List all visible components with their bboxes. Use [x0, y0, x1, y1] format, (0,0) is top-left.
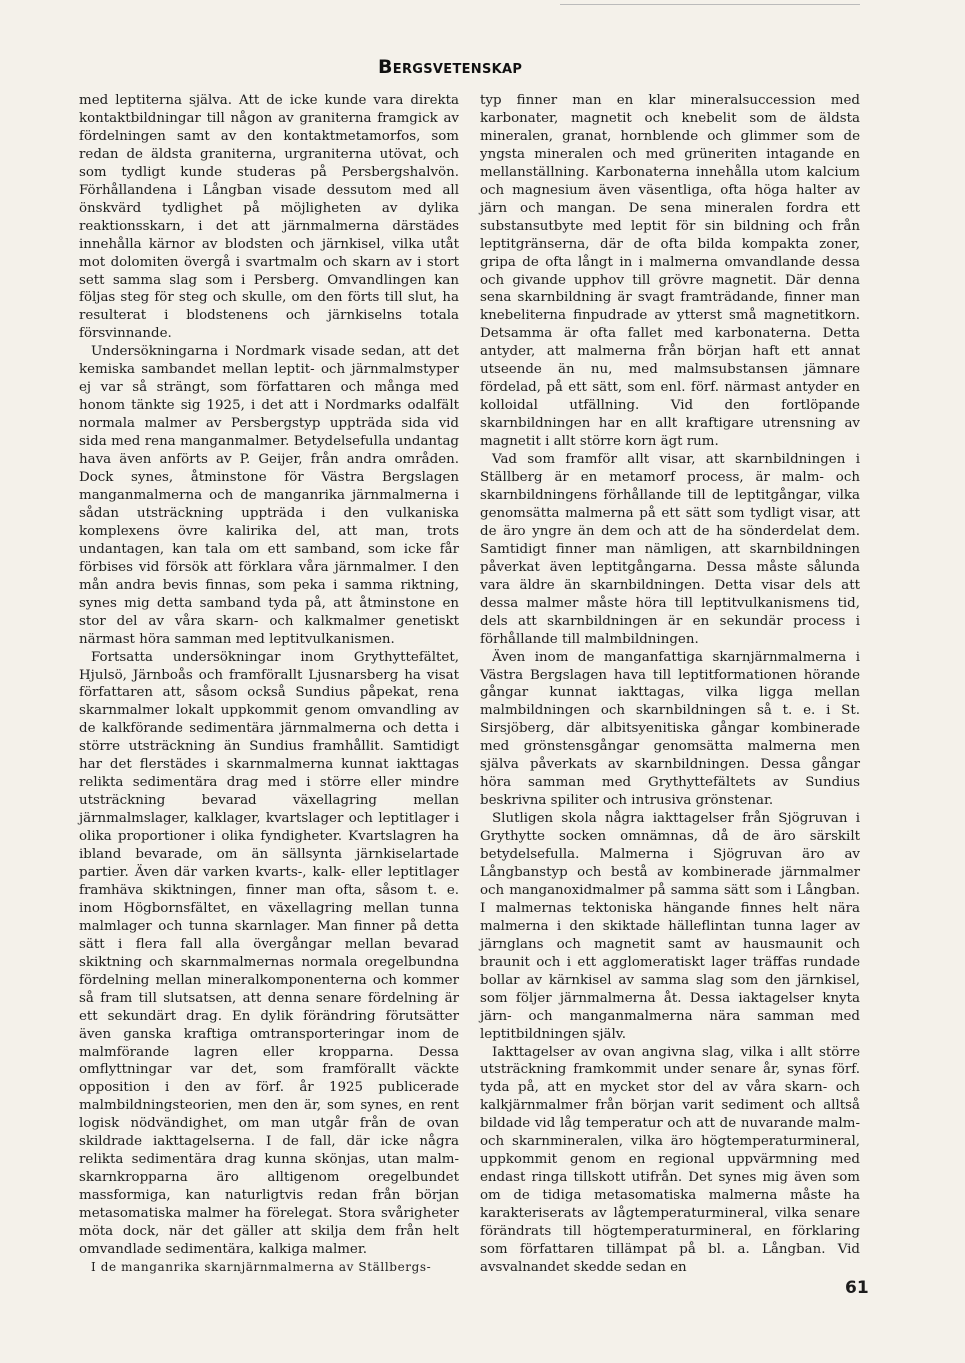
paragraph: Vad som framför allt visar, att skarnbildningen i Ställberg är en metamorf process, är malm- och skarnbildningens förhållande till de leptitgångar, vilka genomsätta malmerna på ett sätt som tydligt visar, att de äro yngre än dem och att de ha sönderdelat dem. Samtidigt finner man nämligen, att skarnbildningen påverkat även leptitgångarna. Dessa måste sålunda vara äldre än skarnbildningen. Detta visar dels att dessa malmer måste höra till leptitvulkanismens tid, dels att skarnbildningen är en sekundär process i förhållande till malmbildningen. — [480, 452, 860, 647]
paragraph: Även inom de manganfattiga skarnjärnmalmerna i Västra Bergslagen hava till leptitformationen hörande gångar kunnat iakttagas, vilka ligga mellan malmbildningen och skarnbildningen så t. e. i St. Sirsjöberg, där albitsyenitiska gångar kombinerade med grönstensgångar genomsätta malmerna men själva påverkats av skarnbildningen. Dessa gångar höra samman med Grythyttefältets av Sundius beskrivna spiliter och intrusiva grönstenar. — [480, 649, 860, 809]
right-column — [480, 92, 860, 1277]
paragraph: Undersökningarna i Nordmark visade sedan, att det kemiska sambandet mellan leptit- och järnmalmstyper ej var så strängt, som författaren och många med honom tänkte sig 1925, i det att i Nordmarks odalfält normala malmer av Persbergstyp uppträda sida vid sida med rena manganmalmer. Betydelsefulla undantag hava även anförts av P. Geijer, från andra områden. Dock synes, åtminstone för Västra Bergslagen manganmalmerna och de manganrika järnmalmerna i sådan utsträckning uppträda i den vulkaniska komplexens övre kalirika del, att man, trots undantagen, kan tala om ett samband, som icke får förbises vid försök att förklara våra järnmalmer. I den mån andra bevis finnas, som peka i samma riktning, synes mig detta samband tyda på, att åtminstone en stor del av våra skarn- och kalkmalmer genetiskt närmast höra samman med leptitvulkanismen. — [79, 344, 459, 647]
paragraph: med leptiterna själva. Att de icke kunde vara direkta kontaktbildningar till någon av graniterna framgick av fördelningen samt av den kontaktmetamorfos, som redan de äldsta graniterna, urgraniterna utövat, och som tydligt kunde studeras på Persbergshalvön. Förhållandena i Långban visade dessutom med all önskvärd tydlighet på möjligheten av dylika reaktionsskarn, i det att järnmalmerna därstädes innehålla kärnor av blodsten och järnkisel, vilka utåt mot dolomiten övergå i svartmalm och skarn av i stort sett samma slag som i Persberg. Omvandlingen kan följas steg för steg och skulle, om den förts till slut, ha resulterat i blodstenens och järnkiselns totala försvinnande. — [79, 93, 459, 342]
left-column — [79, 92, 459, 1275]
paragraph: Fortsatta undersökningar inom Grythyttefältet, Hjulsö, Järnboås och framförallt Ljusnarsberg ha visat författaren att, såsom också Sundius påpekat, rena skarnmalmer lokalt uppkommit genom omvandling av de kalkförande sedimentära järnmalmerna och detta i större utsträckning än Sundius framhållit. Samtidigt har det flerstädes i skarnmalmerna kunnat iakttagas relikta sedimentära drag med i större eller mindre utsträckning bevarad växellagring mellan järnmalmslager, kalklager, kvartslager och leptitlager i olika proportioner i olika fyndigheter. Kvartslagren ha ibland bevarade, om än sällsynta järnkiselartade partier. Även där varken kvarts-, kalk- eller leptitlager framhäva skiktningen, finner man ofta, såsom t. e. inom Högbornsfältet, en växellagring mellan tunna malmlager och tunna skarnlager. Man finner på detta sätt i flera fall alla övergångar mellan bevarad skiktning och skarnmalmernas normala oregelbundna fördelning mellan mineralkomponenterna och kommer så fram till slutsatsen, att denna senare fördelning är ett sekundärt drag. En dylik förändring förutsätter även ganska kraftiga omtransporteringar inom de malmförande lagren eller kropparna. Dessa omflyttningar var det, som framförallt väckte opposition i den av förf. år 1925 publicerade malmbildningsteorien, men den är, som synes, en rent logisk nödvändighet, om man utgår från de ovan skildrade iakttagelserna. I de fall, där icke några relikta sedimentära drag kunna skönjas, utan malm-skarnkropparna äro alltigenom oregelbundet massformiga, kan naturligtvis redan från början metasomatiska malmer ha förelegat. Stora svårigheter möta dock, när det gäller att skilja dem från helt omvandlade sedimentära, kalkiga malmer. — [79, 649, 459, 1257]
footnote-line: I de manganrika skarnjärnmalmerna av Ställbergs- — [91, 1259, 432, 1274]
paragraph: Slutligen skola några iakttagelser från Sjögruvan i Grythytte socken omnämnas, då de äro särskilt betydelsefulla. Malmerna i Sjögruvan äro av Långbanstyp och bestå av kombinerade järnmalmer och manganoxidmalmer på samma sätt som i Långban. I malmernas tektoniska hängande finnes helt nära malmerna i den skiktade hälleflintan tunna lager av järnglans och magnetit samt av hausmaunit och braunit och i ett agglomeratiskt lager träffas rundade bollar av kärnkisel av samma slag som den järnkisel, som följer järnmalmerna åt. Dessa iaktagelser knyta järn- och manganmalmerna nära samman med leptitbildningen själv. — [480, 811, 860, 1042]
page-number: 61 — [845, 1278, 869, 1298]
top-rule — [560, 4, 860, 6]
paragraph: typ finner man en klar mineralsuccession med karbonater, magnetit och knebelit som de äldsta mineralen, granat, hornblende och glimmer som de yngsta mineralen och med grüneriten intagande en mellanställning. Karbonaterna innehålla utom kalcium och magnesium även väsentliga, ofta höga halter av järn och mangan. De sena mineralen fordra ett substansutbyte med leptit för sin bildning och från leptitgränserna, där de ofta bilda kompakta zoner, gripa de ofta långt in i malmerna omvandlande dessa och givande upphov till grövre magnetit. Där denna sena skarnbildning är svagt framträdande, finner man knebeliterna finpudrade av ytterst små magnetitkorn. Detsamma är ofta fallet med karbonaterna. Detta antyder, att malmerna från början haft ett annat utseende än nu, med malmsubstansen jämnare fördelad, på ett sätt, som enl. förf. närmast antyder en kolloidal utfällning. Vid den fortlöpande skarnbildningen har en allt kraftigare utrensning av magnetit i allt större korn ägt rum. — [480, 93, 860, 450]
paragraph: Iakttagelser av ovan angivna slag, vilka i allt större utsträckning framkommit under senare år, synas förf. tyda på, att en mycket stor del av våra skarn- och kalkjärnmalmer från början varit sediment och alltså bildade vid låg temperatur och att de nuvarande malm- och skarnmineralen, vilka äro högtemperaturmineral, uppkommit genom en regional uppvärmning med endast ringa tillskott utifrån. Det synes mig även som om de tidiga metasomatiska malmerna måste ha karakteriserats av lågtemperaturmineral, vilka senare förändrats till högtemperaturmineral, en förklaring som författaren tillämpat på bl. a. Långban. Vid avsvalnandet skedde sedan en — [480, 1044, 860, 1275]
section-header: Bergsvetenskap — [378, 56, 523, 78]
